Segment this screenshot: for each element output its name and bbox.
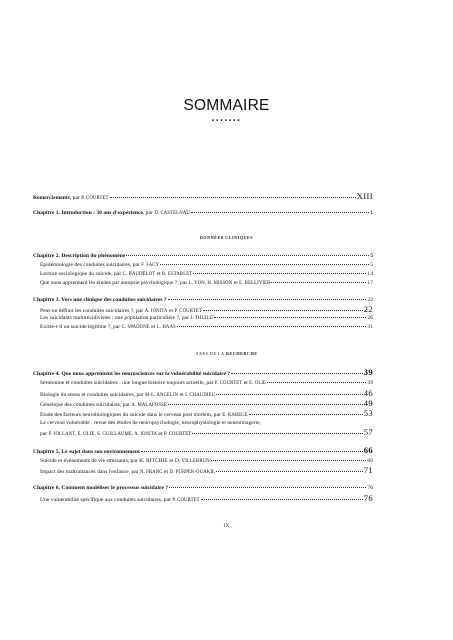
toc-item[interactable]: Existe-t-il un suicide légitime ?, par C. SPADONE et L. HAAS 31 — [40, 324, 373, 330]
toc-item[interactable]: par F. JOLLANT, E. OLIÉ, S. GUILLAUME, A. IONITA et P. COURTET 57 — [40, 427, 373, 437]
toc-item[interactable]: Biologie du stress et conduites suicidaires, par M-L. ANCELIN et I. CHAUDIEU 46 — [40, 388, 373, 398]
toc-item-line1[interactable]: Le cerveau vulnérable : revue des études de neuropsychologie, neurophysiologie et neuroimagerie, — [40, 420, 262, 426]
page-title: SOMMAIRE — [183, 97, 270, 114]
section-heading-research: AXES DE LA RECHERCHE — [195, 351, 258, 356]
toc-item[interactable]: Étude des facteurs neurobiologiques du suicide dans le cerveau post mortem, par E. KAREGE 53 — [40, 408, 373, 418]
toc-entry-chapter-2[interactable]: Chapitre 2. Description du phénomène 5 — [33, 253, 373, 259]
toc-entry-chapter-3[interactable]: Chapitre 3. Vers une clinique des conduites suicidaires ? 22 — [33, 297, 373, 303]
toc-item[interactable]: Epidémiologie des conduites suicidaires, par F. FACY 5 — [40, 262, 373, 268]
toc-item[interactable]: Génétique des conduites suicidaires, par A. MALAFOSSE 49 — [40, 398, 373, 408]
toc-entry-chapter-4[interactable]: Chapitre 4. Que nous apprennent les neurosciences sur la vulnérabilité suicidaire ? 39 — [33, 367, 373, 377]
toc-item[interactable]: Peut-on définir les conduites suicidaires ?, par A. IONITA et P. COURTET 22 — [40, 304, 373, 314]
toc-item[interactable]: Une vulnérabilité spécifique aux conduites suicidaires, par P. COURTET 76 — [40, 493, 373, 503]
toc-entry-remerciements[interactable]: Remerciements, par P. COURTET XIII — [33, 191, 373, 201]
dot-leader — [126, 255, 369, 256]
toc-item[interactable]: Lecture sociologique du suicide, par C. BAUDELOT et R. ESTABLET 14 — [40, 271, 373, 277]
toc-entry-chapter-5[interactable]: Chapitre 5. Le sujet dans son environnement 66 — [33, 445, 373, 455]
title-ornament: ....... — [211, 112, 242, 124]
dot-leader — [191, 212, 369, 213]
toc-entry-chapter-1[interactable]: Chapitre 1. Introduction : 30 ans d'expérience, par D. CASTELNAU 1 — [33, 210, 373, 216]
dot-leader — [110, 197, 356, 198]
toc-entry-chapter-6[interactable]: Chapitre 6. Comment modéliser le processus suicidaire ? 76 — [33, 485, 373, 491]
section-heading-clinical-data: DONNÉES CLINIQUES — [199, 235, 254, 240]
page-number: XIII — [356, 191, 373, 201]
toc-item[interactable]: Impact des maltraitances dans l'enfance, par N. FRANC et D. PURPER-OUAKIL 71 — [40, 465, 373, 475]
page-number: 1 — [370, 210, 373, 216]
toc-item[interactable]: Sérotonine et conduites suicidaires : une longue histoire toujours actuelle, par P. COURTET et E. OLIÉ 39 — [40, 380, 373, 386]
toc-item[interactable]: Les suicidants multirécidivistes : une population particulière ?, par J. THUILE 26 — [40, 315, 373, 321]
toc-item[interactable]: Que nous apprennent les études par autopsie psychologique ?, par L. YON, H. MISSON et E. BELLIVIER 17 — [40, 280, 373, 286]
page-number-footer: IX — [223, 523, 230, 529]
toc-item[interactable]: Suicide et évènements de vie stressants, par K. RITCHIE et D. VILLEBRUN 66 — [40, 458, 373, 464]
